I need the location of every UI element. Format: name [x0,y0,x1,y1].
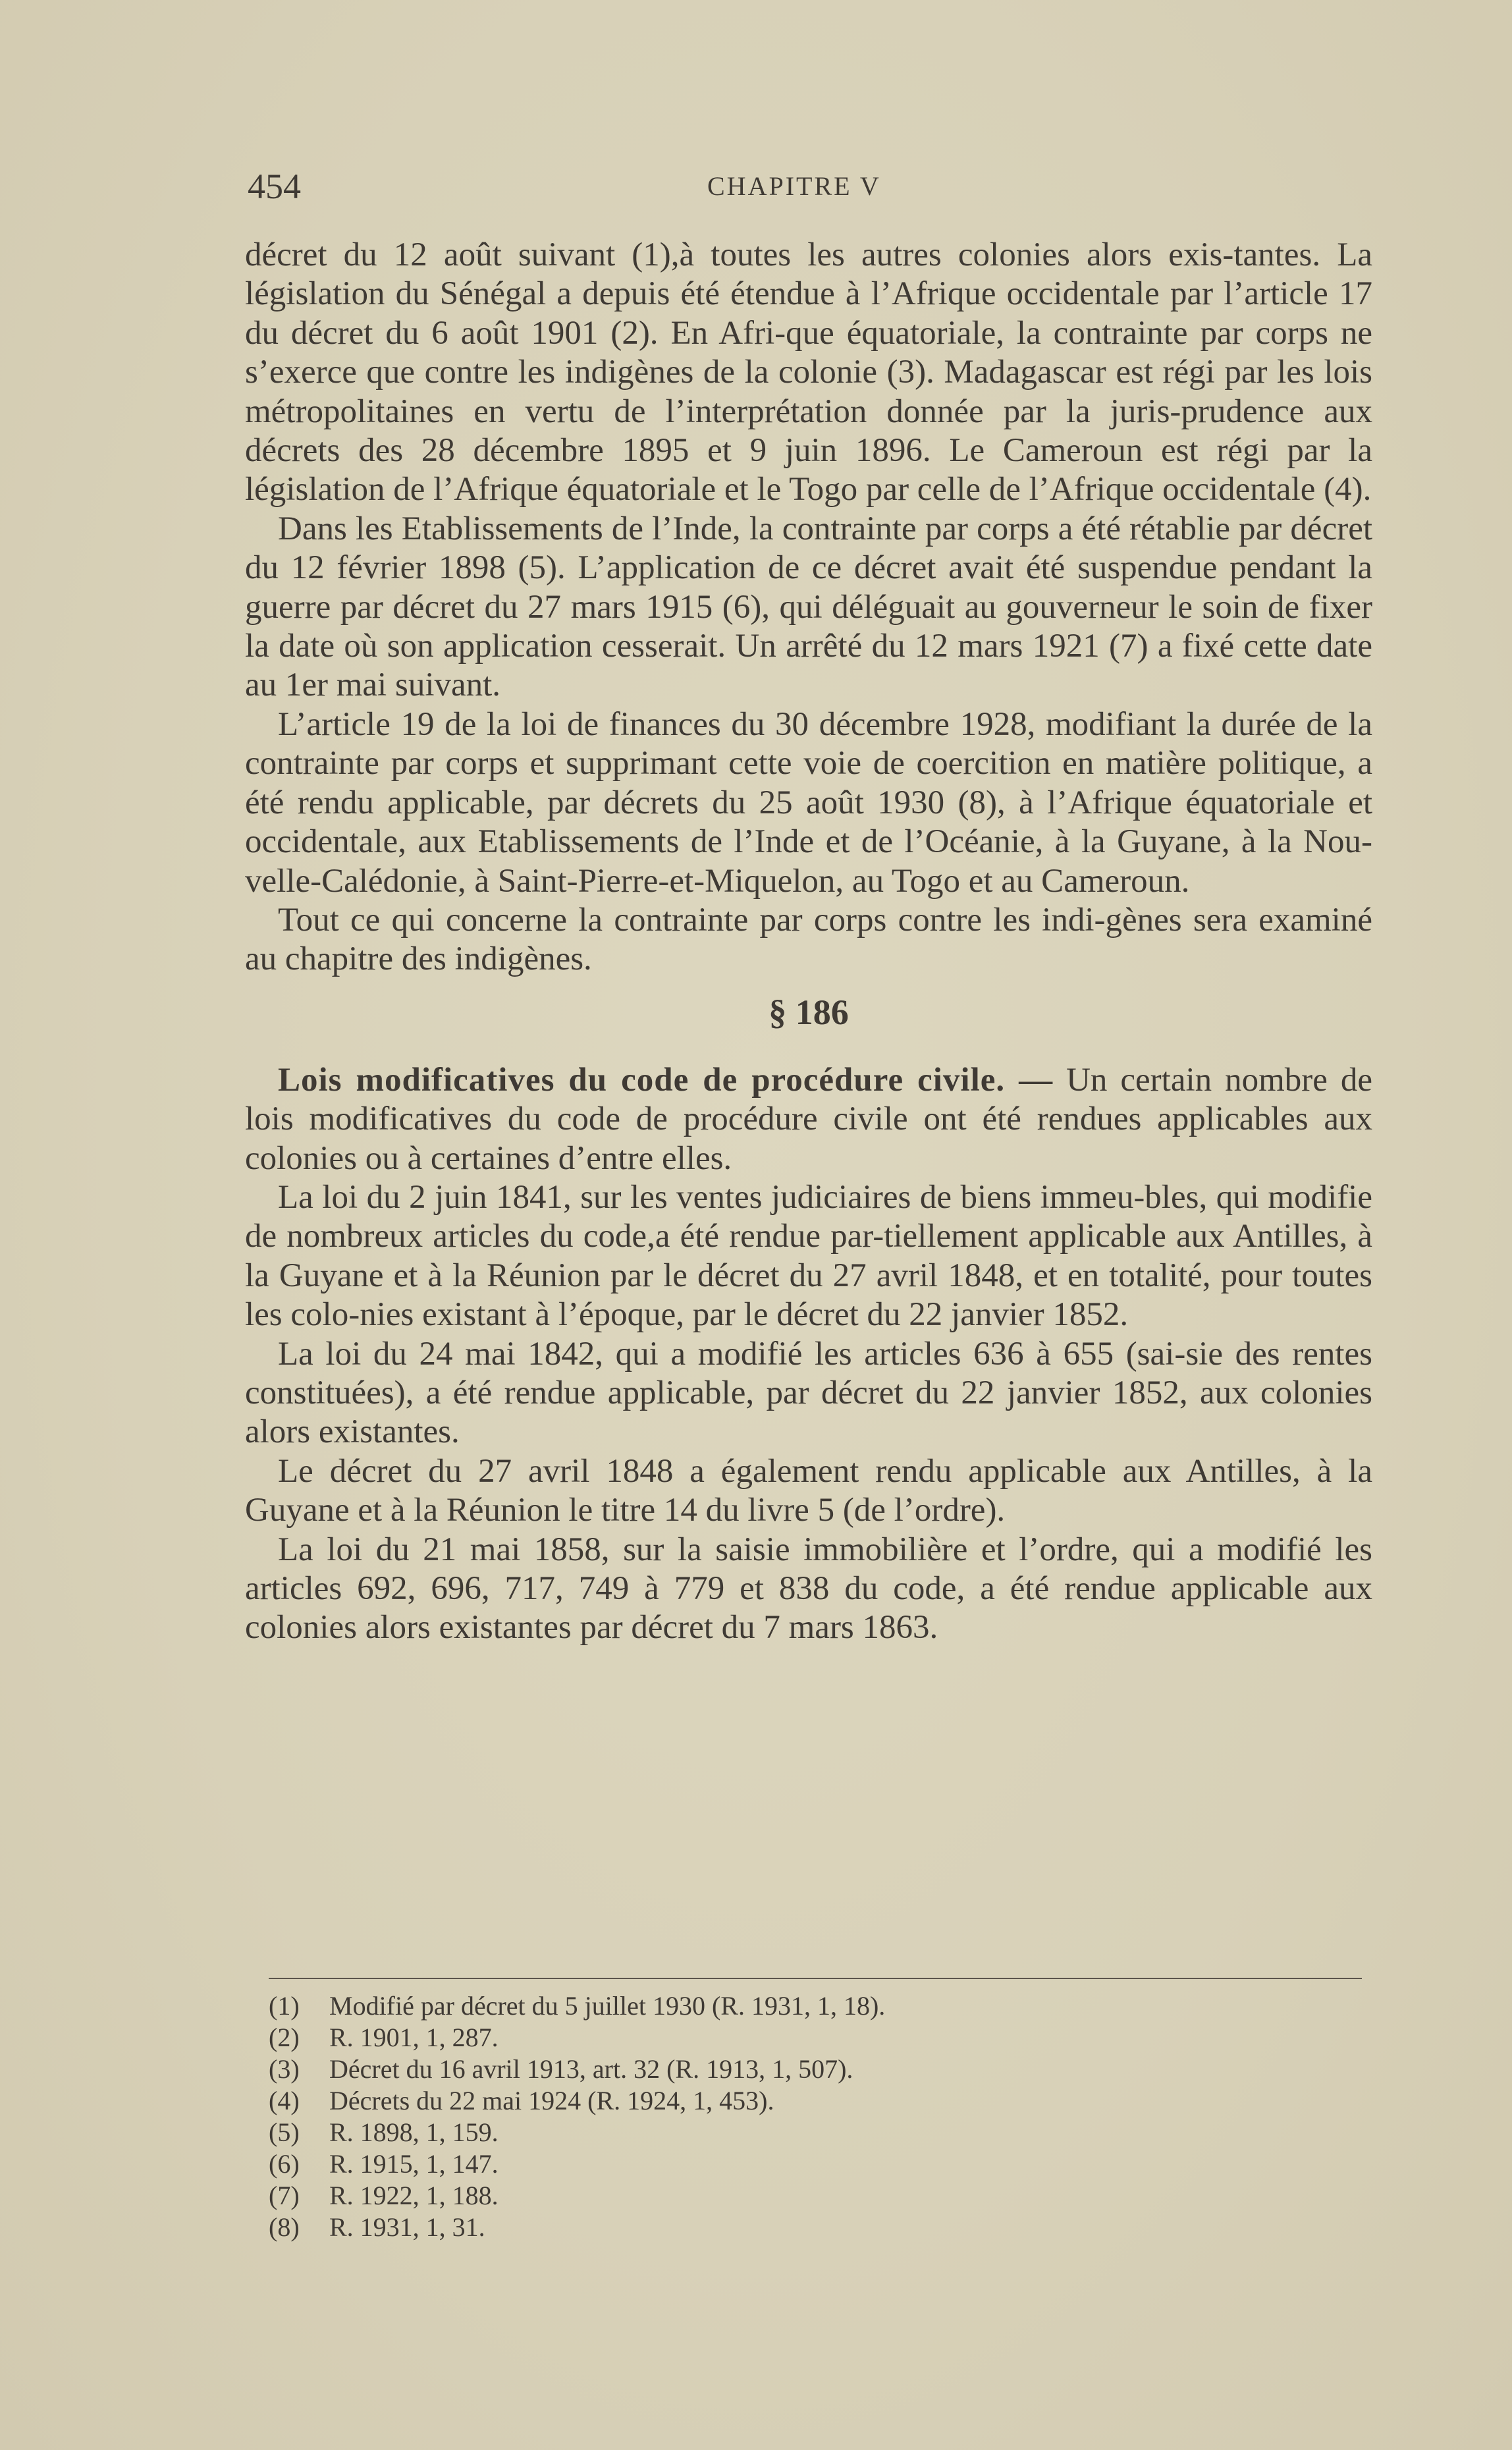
footnote-text: R. 1898, 1, 159. [329,2117,499,2147]
footnote-mark: (4) [269,2086,300,2115]
page-number: 454 [248,167,301,206]
paragraph: Dans les Etablissements de l’Inde, la contrainte par corps a été rétablie par décret du 12 février 1898 (5). L’application de ce décret avait été suspendue pendant la guerre par décret du 27 mars 1915 (6), qui déléguait au gouverneur le soin de fixer la date où son application cesserait. Un arrêté du 12 mars 1921 (7) a fixé cette date au 1er mai suivant. [245,510,1372,704]
section-intro-paragraph [245,1061,1372,1178]
footnote [269,2148,1362,2180]
paragraph: La loi du 2 juin 1841, sur les ventes judiciaires de biens immeu-bles, qui modifie de nombreux articles du code,a été rendue par-tiellement applicable aux Antilles, à la Guyane et à la Réunion par le décret du 27 avril 1848, et en totalité, pour toutes les colo-nies existant à l’époque, par le décret du 22 janvier 1852. [245,1178,1372,1334]
paragraph: L’article 19 de la loi de finances du 30 décembre 1928, modifiant la durée de la contrainte par corps et supprimant cette voie de coercition en matière politique, a été rendu applicable, par décrets du 25 août 1930 (8), à l’Afrique équatoriale et occidentale, aux Etablissements de l’Inde et de l’Océanie, à la Guyane, à la Nou-velle-Calédonie, à Saint-Pierre-et-Miquelon, au Togo et au Cameroun. [245,705,1372,900]
footnote-text: Décrets du 22 mai 1924 (R. 1924, 1, 453). [329,2086,774,2115]
footnote [269,1990,1362,2022]
section-number: § 186 [769,992,849,1032]
footnote-mark: (6) [269,2149,300,2179]
footnote-text: R. 1901, 1, 287. [329,2023,499,2052]
footnote [269,2054,1362,2085]
footnote-mark: (8) [269,2212,300,2242]
section-title: Lois modificatives du code de procédure civile. — [278,1061,1054,1099]
footnote-mark: (2) [269,2023,300,2052]
footnote-text: Décret du 16 avril 1913, art. 32 (R. 1913, 1, 507). [329,2054,853,2084]
footnote-divider [269,1978,1362,1979]
footnote [269,2212,1362,2243]
section-intro: Un certain nombre de lois modificatives du code de procédure civile ont été rendues applicables aux colonies ou à certaines d’entre elles. [245,1061,1372,1177]
footnote-text: R. 1931, 1, 31. [329,2212,485,2242]
paragraph: Tout ce qui concerne la contrainte par corps contre les indi-gènes sera examiné au chapitre des indigènes. [245,901,1372,978]
footnotes [269,1990,1362,2243]
footnote-text: R. 1922, 1, 188. [329,2181,499,2210]
footnote [269,2085,1362,2117]
running-head: CHAPITRE V [707,171,881,201]
body-text [245,236,1372,1648]
paragraph: La loi du 24 mai 1842, qui a modifié les articles 636 à 655 (sai-sie des rentes constituées), a été rendue applicable, par décret du 22 janvier 1852, aux colonies alors existantes. [245,1335,1372,1451]
footnote-mark: (3) [269,2054,300,2084]
footnote [269,2022,1362,2054]
footnote-text: Modifié par décret du 5 juillet 1930 (R. 1931, 1, 18). [329,1991,886,2021]
footnote-mark: (7) [269,2181,300,2210]
paragraph: décret du 12 août suivant (1),à toutes les autres colonies alors exis-tantes. La législation du Sénégal a depuis été étendue à l’Afrique occidentale par l’article 17 du décret du 6 août 1901 (2). En Afri-que équatoriale, la contrainte par corps ne s’exerce que contre les indigènes de la colonie (3). Madagascar est régi par les lois métropolitaines en vertu de l’interprétation donnée par la juris-prudence aux décrets des 28 décembre 1895 et 9 juin 1896. Le Cameroun est régi par la législation de l’Afrique équatoriale et le Togo par celle de l’Afrique occidentale (4). [245,236,1372,508]
page-header [248,163,1367,209]
footnote-text: R. 1915, 1, 147. [329,2149,499,2179]
paragraph: La loi du 21 mai 1858, sur la saisie immobilière et l’ordre, qui a modifié les articles 692, 696, 717, 749 à 779 et 838 du code, a été rendue applicable aux colonies alors existantes par décret du 7 mars 1863. [245,1531,1372,1647]
footnote-mark: (1) [269,1991,300,2021]
footnote [269,2180,1362,2212]
paragraph: Le décret du 27 avril 1848 a également rendu applicable aux Antilles, à la Guyane et à la Réunion le titre 14 du livre 5 (de l’ordre). [245,1452,1372,1529]
footnote-mark: (5) [269,2117,300,2147]
footnote [269,2117,1362,2148]
